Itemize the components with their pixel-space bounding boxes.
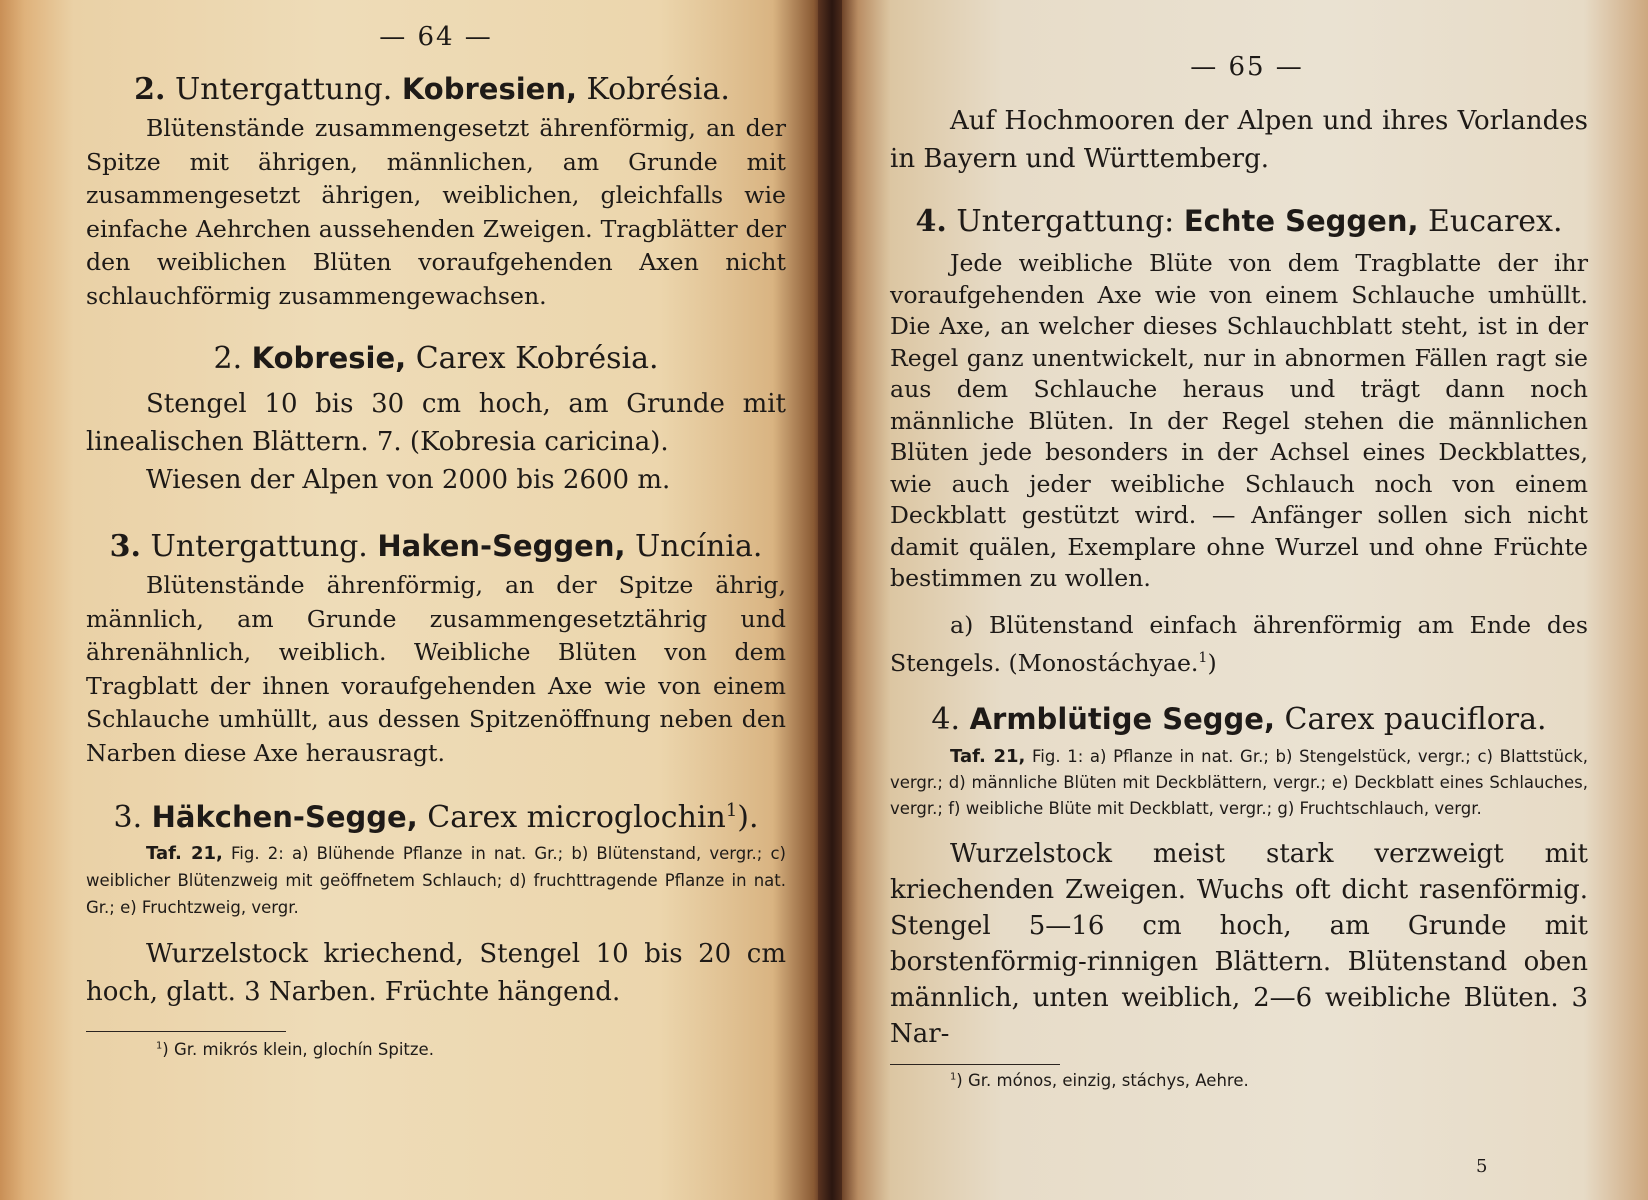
section-latin: Eucarex. bbox=[1418, 204, 1563, 239]
group-a-description bbox=[890, 609, 1588, 681]
plate-reference-3 bbox=[86, 840, 786, 921]
species-heading-4 bbox=[890, 702, 1588, 738]
species-number: 3. bbox=[113, 800, 143, 835]
left-page bbox=[0, 0, 822, 1200]
plate-label: Taf. 21, bbox=[146, 843, 223, 864]
species-description-3: Wurzelstock kriechend, Stengel 10 bis 20 cm hoch, glatt. 3 Narben. Früchte hängend. bbox=[86, 939, 786, 1007]
group-a-text: a) Blütenstand einfach ährenförmig am Ende des Stengels. (Monostáchyae. bbox=[890, 610, 1588, 677]
section-name: Echte Seggen, bbox=[1183, 204, 1419, 238]
section-number: 2. bbox=[134, 72, 166, 107]
species-description-2: Stengel 10 bis 30 cm hoch, am Grunde mit linealischen Blättern. 7. (Kobresia caricina). bbox=[86, 389, 786, 457]
page-number-right: — 65 — bbox=[1190, 52, 1304, 82]
plate-label: Taf. 21, bbox=[950, 746, 1026, 768]
plate-reference-4 bbox=[890, 744, 1588, 822]
footnote-rule bbox=[890, 1064, 1060, 1065]
group-a-tail: ) bbox=[1207, 648, 1217, 677]
species-heading-2 bbox=[86, 341, 786, 377]
species-number: 2. bbox=[213, 341, 243, 376]
footnote-marker: 1 bbox=[1198, 650, 1208, 666]
species-latin: Carex microglochin bbox=[417, 800, 726, 835]
section-label: Untergattung. bbox=[165, 72, 402, 107]
species-heading-3 bbox=[86, 800, 786, 836]
footnote-left bbox=[86, 1040, 786, 1059]
section-description-3: Blütenstände ährenförmig, an der Spitze ährig, männlich, am Grunde zusammengesetztährig und ährenähnlich, weiblich. Weibliche Blüten von dem Tragblatt der ihnen voraufgehenden Axe wie von einem Schlauche umhüllt, aus dessen Spitzenöffnung neben den Narben diese Axe herausragt. bbox=[86, 571, 786, 767]
species-habitat-2: Wiesen der Alpen von 2000 bis 2600 m. bbox=[146, 465, 671, 495]
species-name: Armblütige Segge, bbox=[969, 702, 1275, 737]
footnote-text: ) Gr. mónos, einzig, stáchys, Aehre. bbox=[956, 1071, 1249, 1091]
footnote-rule bbox=[86, 1031, 286, 1032]
section-label: Untergattung. bbox=[140, 529, 378, 564]
species-latin: Carex pauciflora. bbox=[1275, 702, 1547, 738]
section-description-4: Jede weibliche Blüte von dem Tragblatte der ihr voraufgehenden Axe wie von einem Schlauche umhüllt. Die Axe, an welcher dieses Schlauchblatt steht, ist in der Regel ganz unentwickelt, nur in abnormen Fällen ragt sie aus dem Schlauche heraus und trägt dann noch männliche Blüten. In der Regel stehen die männlichen Blüten jede besonders in der Achsel eines Deckblattes, wie auch jeder weibliche Schlauch noch von einem Deckblatt gestützt wird. — Anfänger sollen sich nicht damit quälen, Exemplare ohne Wurzel und ohne Früchte bestimmen zu wollen. bbox=[890, 249, 1588, 592]
section-description-2: Blütenstände zusammengesetzt ährenförmig, an der Spitze mit ährigen, männlichen, am Grunde mit zusammengesetzt ährigen, weiblichen, gleichfalls wie einfache Aehrchen aussehenden Zweigen. Tragblätter der den weiblichen Blüten voraufgehenden Axen nicht schlauchförmig zusammengewachsen. bbox=[86, 114, 786, 310]
species-name: Häkchen-Segge, bbox=[151, 800, 418, 834]
footnote-text: ) Gr. mikrós klein, glochín Spitze. bbox=[162, 1040, 434, 1059]
footnote-right bbox=[890, 1071, 1588, 1090]
section-latin: Kobrésia. bbox=[576, 72, 730, 107]
footnote-marker: 1 bbox=[950, 1071, 957, 1083]
species-heading-tail: ). bbox=[737, 800, 759, 835]
section-heading-2 bbox=[78, 72, 786, 108]
species-description-4: Wurzelstock meist stark verzweigt mit kriechenden Zweigen. Wuchs oft dicht rasenförmig. Stengel 5—16 cm hoch, am Grunde mit borstenförmig-rinnigen Blättern. Blütenstand oben männlich, unten weiblich, 2—6 weibliche Blüten. 3 Nar- bbox=[890, 839, 1588, 1050]
habitat-continuation: Auf Hochmooren der Alpen und ihres Vorlandes in Bayern und Württemberg. bbox=[890, 106, 1588, 174]
section-number: 3. bbox=[109, 529, 141, 564]
species-latin: Carex Kobrésia. bbox=[406, 341, 659, 376]
section-latin: Uncínia. bbox=[625, 529, 763, 564]
plate-caption: Fig. 1: a) Pflanze in nat. Gr.; b) Stengelstück, vergr.; c) Blattstück, vergr.; d) männliche Blüten mit Deckblättern, vergr.; e) Deckblatt eines Schlauches, vergr.; f) weibliche Blüte mit Deckblatt, vergr.; g) Fruchtschlauch, vergr. bbox=[890, 747, 1588, 819]
section-label: Untergattung: bbox=[946, 204, 1184, 239]
section-name: Kobresien, bbox=[401, 72, 577, 106]
footnote-marker: 1 bbox=[156, 1040, 163, 1052]
species-number: 4. bbox=[931, 702, 961, 738]
section-heading-4 bbox=[890, 204, 1588, 240]
section-number: 4. bbox=[915, 204, 947, 239]
section-heading-3 bbox=[86, 529, 786, 565]
plate-caption: Fig. 2: a) Blühende Pflanze in nat. Gr.; b) Blütenstand, vergr.; c) weiblicher Blütenzweig mit geöffnetem Schlauch; d) fruchttragende Pflanze in nat. Gr.; e) Fruchtzweig, vergr. bbox=[86, 844, 786, 917]
signature-mark: 5 bbox=[1476, 1156, 1488, 1177]
right-page bbox=[842, 0, 1648, 1200]
section-name: Haken-Seggen, bbox=[377, 529, 626, 563]
species-name: Kobresie, bbox=[251, 341, 407, 375]
page-number-left: — 64 — bbox=[379, 22, 493, 52]
footnote-marker: 1 bbox=[725, 800, 738, 821]
